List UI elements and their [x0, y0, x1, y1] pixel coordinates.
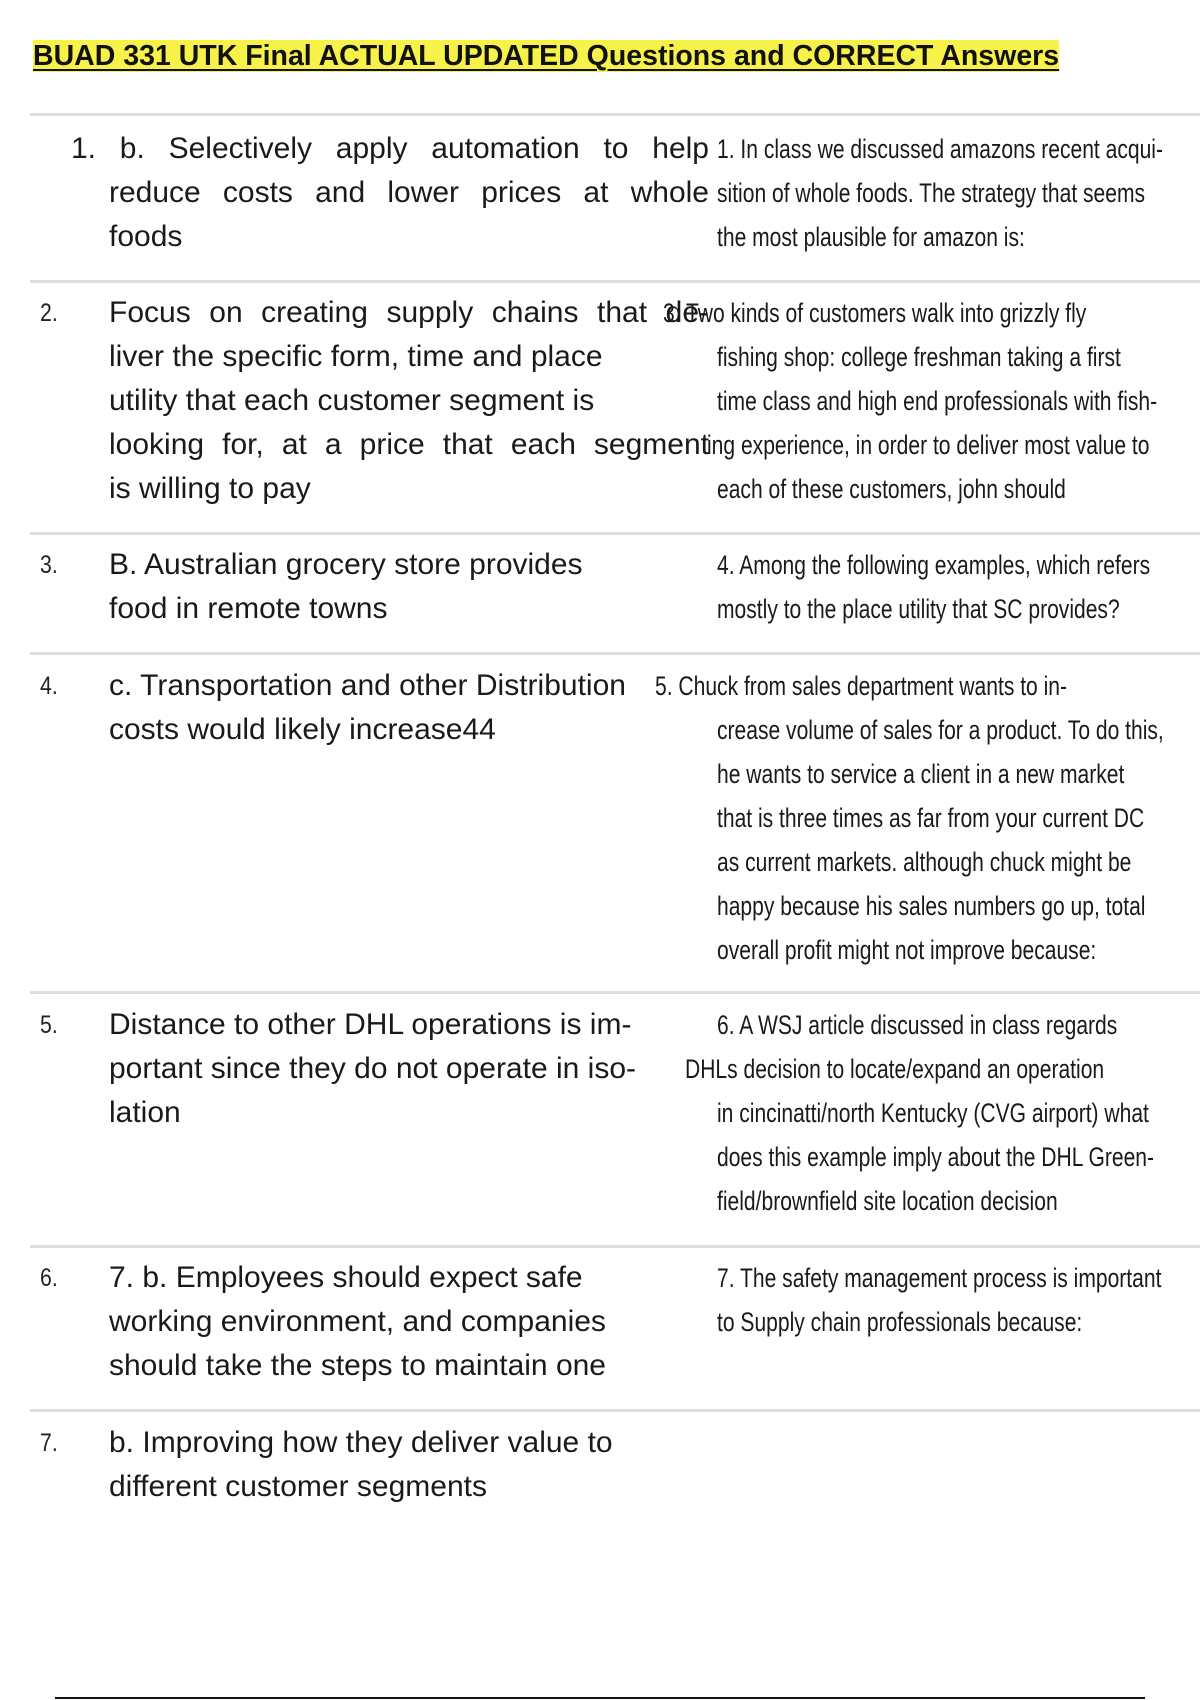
row-divider — [30, 1245, 1200, 1248]
answer-line: Focus on creating supply chains that de- — [109, 296, 709, 329]
answer-line: different customer segments — [109, 1470, 487, 1503]
answer-line: c. Transportation and other Distribution — [109, 669, 626, 702]
answer-line: should take the steps to maintain one — [109, 1349, 606, 1382]
answer-line: is willing to pay — [109, 472, 311, 505]
row-divider — [30, 113, 1200, 116]
row-divider — [30, 991, 1200, 994]
question-text — [717, 543, 1200, 631]
question-line: each of these customers, john should — [717, 474, 1066, 504]
answer-text — [109, 664, 709, 752]
answer-line: 7. b. Employees should expect safe — [109, 1261, 583, 1294]
question-line: DHLs decision to locate/expand an operation — [685, 1054, 1105, 1084]
question-line: does this example imply about the DHL Green- — [717, 1142, 1155, 1172]
answer-line: working environment, and companies — [109, 1305, 606, 1338]
question-text — [663, 291, 1200, 511]
answer-line: Distance to other DHL operations is im- — [109, 1008, 632, 1041]
answer-line: b. Improving how they deliver value to — [109, 1426, 613, 1459]
document-title: BUAD 331 UTK Final ACTUAL UPDATED Questions and CORRECT Answers — [33, 40, 1060, 72]
row-divider — [30, 652, 1200, 655]
question-line: field/brownfield site location decision — [717, 1186, 1058, 1216]
answer-text — [71, 127, 709, 259]
question-line: he wants to service a client in a new market — [717, 759, 1125, 789]
question-text — [655, 664, 1200, 972]
question-line: 4. Among the following examples, which refers — [717, 550, 1151, 580]
question-line: ing experience, in order to deliver most value to — [707, 430, 1150, 460]
title-block — [33, 36, 1193, 76]
row-divider — [30, 1409, 1200, 1412]
question-line: overall profit might not improve because: — [717, 935, 1097, 965]
question-line: 6. A WSJ article discussed in class regards — [717, 1010, 1118, 1040]
question-line: mostly to the place utility that SC provides? — [717, 594, 1120, 624]
row-divider — [30, 280, 1200, 283]
answer-line: reduce costs and lower prices at whole — [109, 176, 709, 209]
answer-line: B. Australian grocery store provides — [109, 548, 583, 581]
question-line: 7. The safety management process is important — [717, 1263, 1162, 1293]
question-text — [717, 1256, 1200, 1344]
question-line: to Supply chain professionals because: — [717, 1307, 1083, 1337]
page-footer-rule — [55, 1697, 1145, 1699]
answer-line: portant since they do not operate in iso- — [109, 1052, 636, 1085]
question-line: that is three times as far from your current DC — [717, 803, 1145, 833]
answer-text — [109, 1421, 709, 1509]
row-number: 5. — [40, 1011, 58, 1039]
answer-line: lation — [109, 1096, 181, 1129]
row-number: 7. — [40, 1429, 58, 1457]
answer-text — [109, 291, 709, 511]
row-number: 4. — [40, 672, 58, 700]
row-number: 6. — [40, 1264, 58, 1292]
question-line: 3. Two kinds of customers walk into grizzly fly — [663, 298, 1087, 328]
answer-line: liver the specific form, time and place — [109, 340, 603, 373]
question-line: happy because his sales numbers go up, total — [717, 891, 1146, 921]
question-line: fishing shop: college freshman taking a first — [717, 342, 1121, 372]
answer-line: looking for, at a price that each segment — [109, 428, 709, 461]
question-line: as current markets. although chuck might be — [717, 847, 1132, 877]
question-text — [717, 127, 1200, 259]
answer-line: foods — [109, 220, 183, 253]
question-text — [685, 1003, 1200, 1223]
answer-line: food in remote towns — [109, 592, 388, 625]
answer-line: 1. b. Selectively apply automation to help — [71, 132, 709, 165]
answer-text — [109, 543, 709, 631]
question-line: crease volume of sales for a product. To do this, — [717, 715, 1164, 745]
question-line: the most plausible for amazon is: — [717, 222, 1025, 252]
answer-text — [109, 1003, 709, 1135]
answer-text — [109, 1256, 709, 1388]
answer-line: utility that each customer segment is — [109, 384, 595, 417]
question-line: time class and high end professionals with fish- — [717, 386, 1158, 416]
answer-line: costs would likely increase44 — [109, 713, 496, 746]
question-line: in cincinatti/north Kentucky (CVG airport) what — [717, 1098, 1149, 1128]
question-line: 5. Chuck from sales department wants to in- — [655, 671, 1068, 701]
row-number: 2. — [40, 299, 58, 327]
row-number: 3. — [40, 551, 58, 579]
question-line: 1. In class we discussed amazons recent acqui- — [717, 134, 1163, 164]
row-divider — [30, 532, 1200, 535]
question-line: sition of whole foods. The strategy that seems — [717, 178, 1146, 208]
